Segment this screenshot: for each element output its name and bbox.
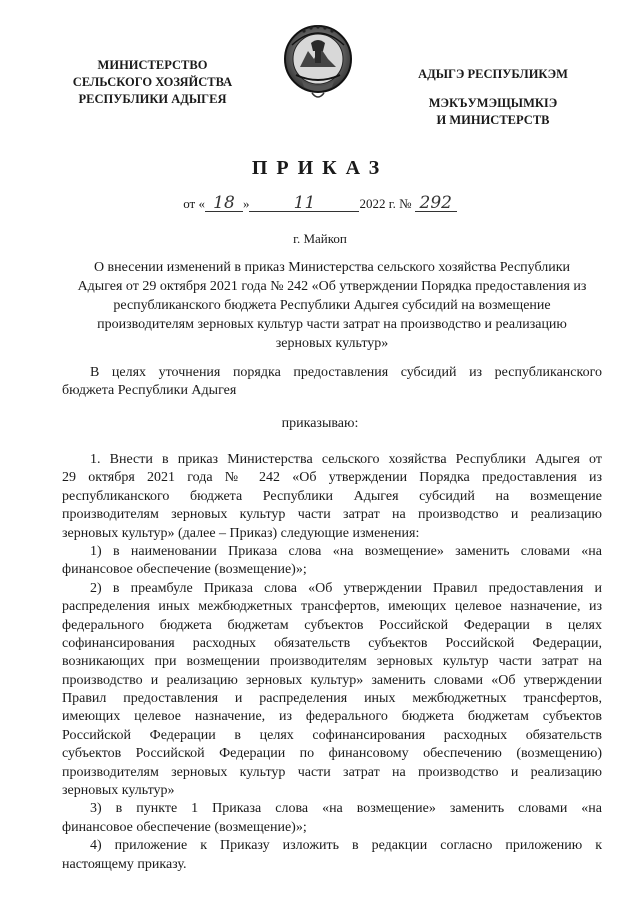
- header-line: И МИНИСТЕРСТВ: [436, 113, 550, 127]
- body-line: производителям зерновых культур части затрат на производство и реализацию: [62, 764, 602, 780]
- body-line: финансовое обеспечение (возмещение)»;: [62, 562, 307, 578]
- header-line: РЕСПУБЛИКИ АДЫГЕЯ: [78, 92, 227, 106]
- body-line: федерального бюджета бюджетам субъектов Российской Федерации в целях: [62, 617, 602, 633]
- preamble-line: В целях уточнения порядка предоставления субсидий из республиканского: [90, 365, 602, 380]
- subject-line: О внесении изменений в приказ Министерства сельского хозяйства Республики: [93, 260, 571, 275]
- ministry-name-adyghe: [408, 66, 578, 129]
- body-line: 4) приложение к Приказу изложить в редакции согласно приложению к: [90, 838, 602, 854]
- header-line: СЕЛЬСКОГО ХОЗЯЙСТВА: [72, 75, 233, 89]
- body-line: финансовое обеспечение (возмещение)»;: [62, 819, 307, 835]
- body-line: 2) в преамбуле Приказа слова «Об утверждении Правил предоставления и: [90, 580, 602, 596]
- body-line: производство и реализацию зерновых культур» заменить словами «Об утверждении: [62, 672, 602, 688]
- date-quote-close: »: [242, 196, 250, 211]
- preamble-paragraph: [62, 364, 602, 401]
- body-line: Правил предоставления и распределения иных межбюджетных трансфертов,: [62, 691, 602, 707]
- body-line: Российской Федерации в целях софинансирования расходных обязательств: [62, 727, 602, 743]
- body-line: настоящему приказу.: [62, 856, 187, 872]
- body-line: 29 октября 2021 года № 242 «Об утверждении Порядка предоставления из: [62, 470, 602, 486]
- header-line: МЭКЪУМЭЩЫМКIЭ: [428, 96, 558, 110]
- subject-heading: [62, 258, 602, 353]
- date-day-handwritten: 18: [205, 196, 243, 212]
- body-line: имеющих целевое назначение, из федерального бюджета бюджетам субъектов: [62, 709, 602, 725]
- date-month-handwritten: 11: [249, 196, 359, 212]
- body-line: зерновых культур»: [62, 783, 175, 799]
- number-label: №: [399, 196, 412, 211]
- body-line: субъектов Российской Федерации по финансовому обеспечению (возмещению): [62, 746, 602, 762]
- order-number-handwritten: 292: [415, 196, 457, 212]
- header-line: АДЫГЭ РЕСПУБЛИКЭМ: [418, 67, 568, 81]
- subject-line: производителям зерновых культур части затрат на производство и реализацию: [97, 317, 567, 332]
- order-body: [62, 451, 602, 874]
- body-line: производителям зерновых культур части затрат на производство и реализацию: [62, 507, 602, 523]
- preamble-line: бюджета Республики Адыгея: [62, 383, 237, 399]
- body-line: софинансирования расходных обязательств субъектов Российской Федерации,: [62, 635, 602, 651]
- coat-of-arms-emblem: [282, 15, 354, 107]
- city-name: г. Майкоп: [293, 231, 347, 246]
- document-title: ПРИКАЗ: [251, 157, 389, 179]
- date-prefix: от «: [183, 196, 205, 211]
- order-word: приказываю:: [281, 416, 359, 431]
- header-line: МИНИСТЕРСТВО: [97, 58, 208, 72]
- body-line: возникающих при возмещении производителям зерновых культур части затрат на: [62, 654, 602, 670]
- body-line: 3) в пункте 1 Приказа слова «на возмещение» заменить словами «на: [90, 801, 602, 817]
- body-line: республиканского бюджета Республики Адыгея субсидий на возмещение: [62, 488, 602, 504]
- date-and-number-line: [0, 193, 640, 213]
- date-year: 2022 г.: [359, 196, 396, 211]
- body-line: 1. Внести в приказ Министерства сельского хозяйства Республики Адыгея от: [90, 452, 602, 467]
- body-line: распределения иных межбюджетных трансфертов, имеющих целевое назначение, из: [62, 599, 602, 615]
- subject-line: республиканского бюджета Республики Адыгея субсидий на возмещение: [113, 298, 551, 313]
- ministry-name-russian: [60, 57, 245, 108]
- body-line: зерновых культур» (далее – Приказ) следующие изменения:: [62, 525, 420, 541]
- body-line: 1) в наименовании Приказа слова «на возмещение» заменить словами «на: [90, 543, 602, 559]
- subject-line: зерновых культур»: [275, 336, 389, 351]
- subject-line: Адыгея от 29 октября 2021 года № 242 «Об утверждении Порядка предоставления из: [77, 279, 587, 294]
